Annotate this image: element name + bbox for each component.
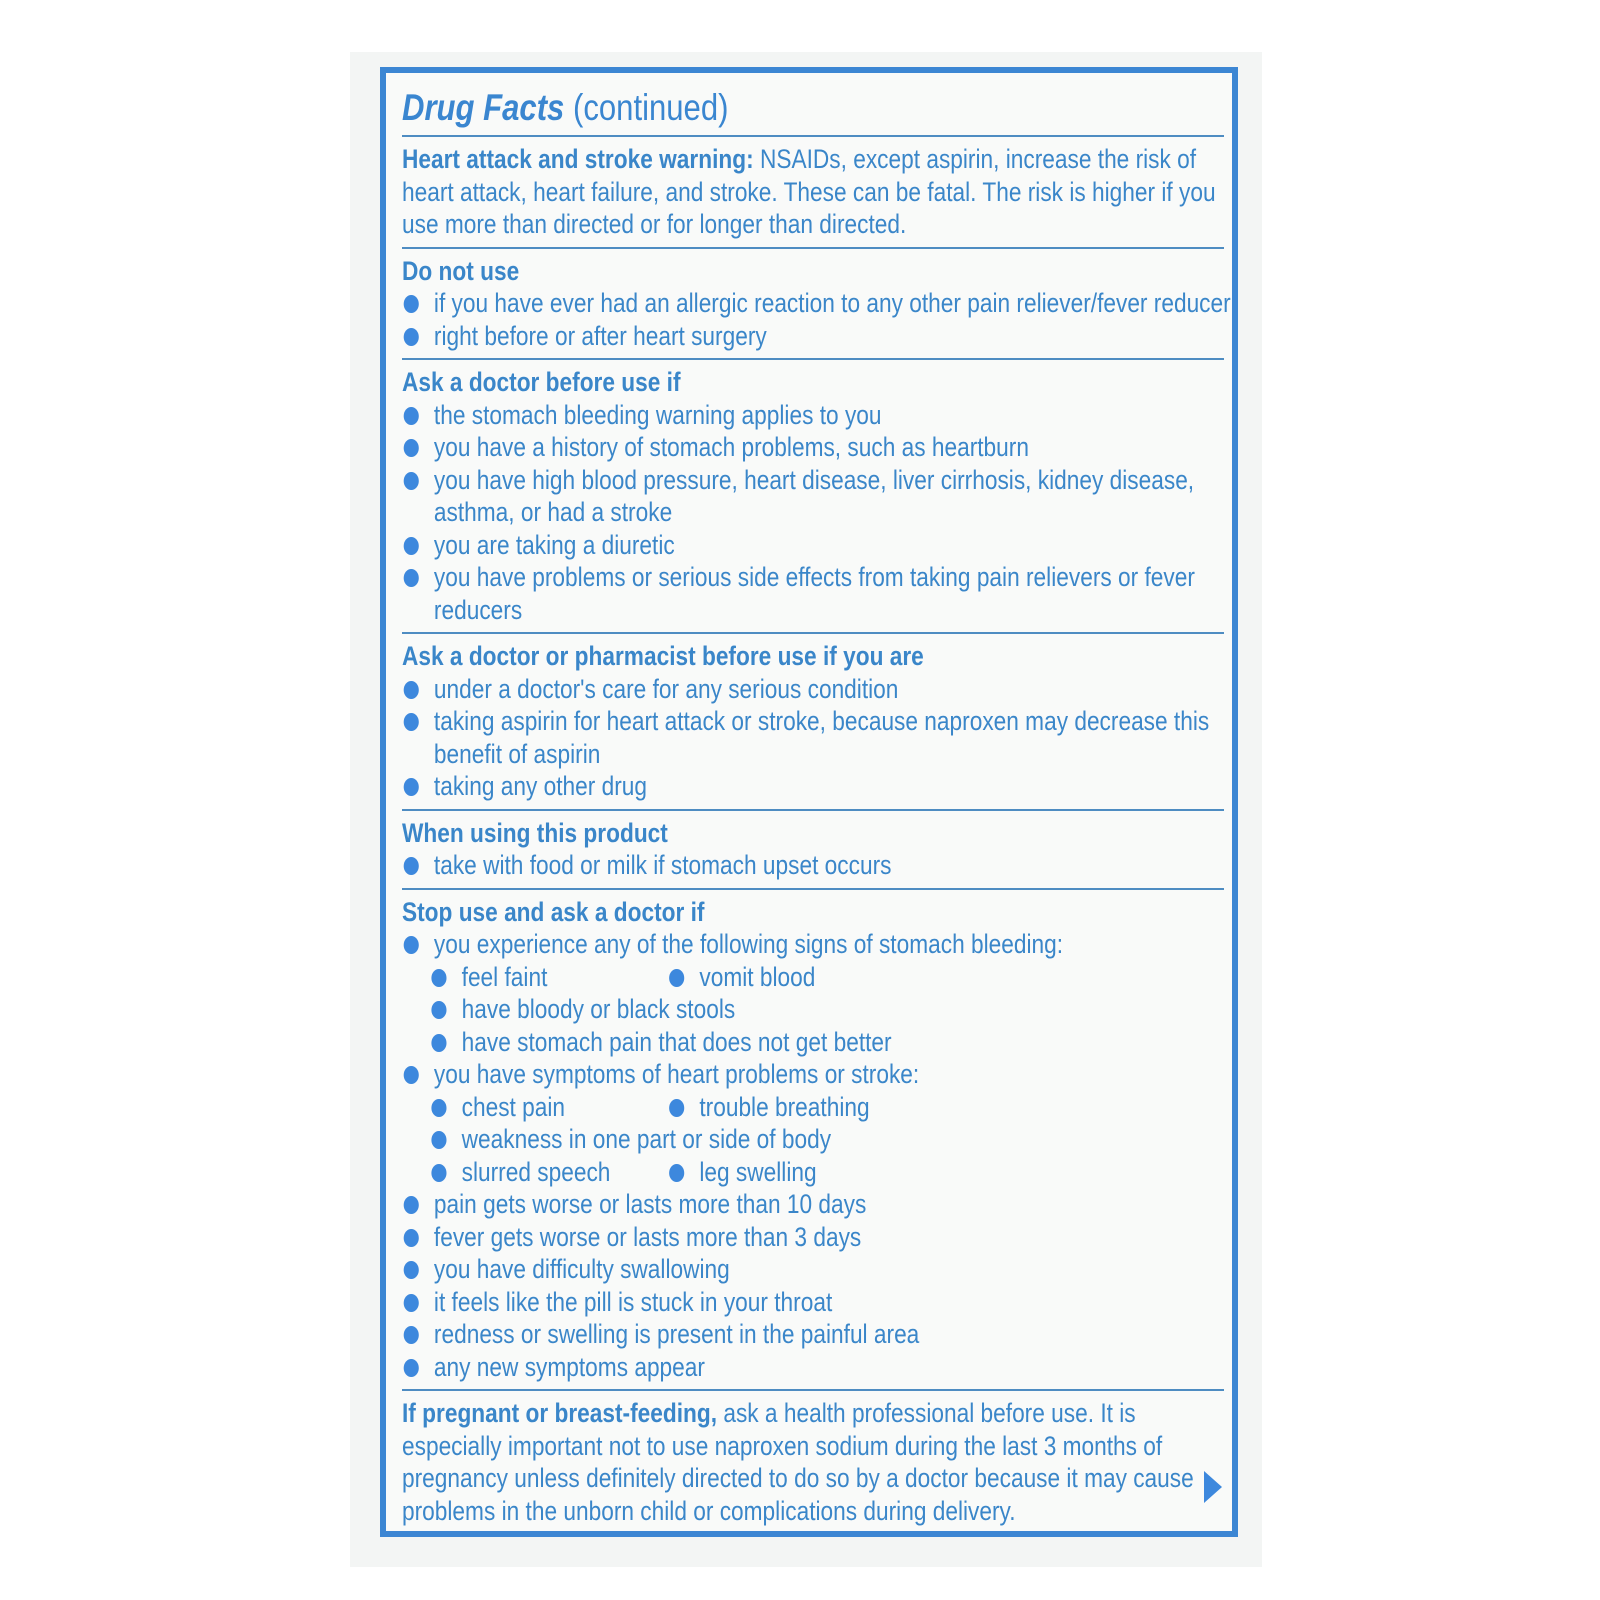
heart-warning-line-2: heart attack, heart failure, and stroke. These can be fatal. The risk is higher if you (402, 176, 1216, 207)
sub-list-item-second: leg swelling (669, 1156, 816, 1189)
pregnancy-line-2: especially important not to use naproxen sodium during the last 3 months of (402, 1430, 1163, 1461)
ask-pharmacist-heading: Ask a doctor or pharmacist before use if you are (402, 641, 924, 671)
list-item: you experience any of the following signs of stomach bleeding: (402, 928, 1092, 961)
pregnancy-heading: If pregnant or breast-feeding, (402, 1398, 718, 1428)
heart-warning-line-3: use more than directed or for longer than directed. (402, 209, 907, 239)
list-item: you have problems or serious side effects from taking pain relievers or fever (402, 561, 1092, 594)
heart-warning-heading: Heart attack and stroke warning: (402, 144, 754, 174)
sub-list-item (402, 1156, 1092, 1189)
list-item: take with food or milk if stomach upset occurs (402, 849, 1092, 882)
ask-doctor-section (402, 358, 1224, 632)
page-title (402, 81, 1092, 135)
list-item: any new symptoms appear (402, 1351, 1092, 1384)
heart-warning-section (402, 135, 1224, 247)
continue-arrow-icon (1204, 1471, 1222, 1503)
list-item: under a doctor's care for any serious condition (402, 673, 1092, 706)
stop-use-heading: Stop use and ask a doctor if (402, 896, 705, 927)
list-item: pain gets worse or lasts more than 10 days (402, 1188, 1092, 1221)
drug-facts-card (350, 52, 1262, 1567)
sub-list-item-second: trouble breathing (669, 1091, 869, 1124)
title-rest: (continued) (564, 87, 729, 128)
sub-list-item: weakness in one part or side of body (402, 1123, 1092, 1156)
list-item: you have difficulty swallowing (402, 1253, 1092, 1286)
list-item: you have a history of stomach problems, such as heartburn (402, 431, 1092, 464)
stop-use-section (402, 888, 1224, 1390)
list-item: you are taking a diuretic (402, 529, 1092, 562)
heart-warning-text-1: NSAIDs, except aspirin, increase the risk of (753, 144, 1197, 174)
list-item: redness or swelling is present in the painful area (402, 1318, 1092, 1351)
list-item: you have symptoms of heart problems or stroke: (402, 1058, 1092, 1091)
sub-list-item: have stomach pain that does not get better (402, 1026, 1092, 1059)
pregnancy-section (402, 1389, 1224, 1533)
sub-list-item (402, 1091, 1092, 1124)
sub-list-item (402, 961, 1092, 994)
do-not-use-heading: Do not use (402, 255, 520, 286)
list-item: if you have ever had an allergic reaction to any other pain reliever/fever reducer (402, 287, 1092, 320)
sub-list-text: chest pain (461, 1091, 566, 1122)
pregnancy-line-4: problems in the unborn child or complications during delivery. (402, 1495, 1016, 1526)
list-item-continuation: benefit of aspirin (433, 738, 601, 769)
ask-doctor-heading: Ask a doctor before use if (402, 367, 681, 397)
title-bold: Drug Facts (402, 87, 565, 128)
drug-facts-panel (380, 67, 1238, 1537)
heart-warning-line-1 (402, 143, 1197, 176)
list-item: you have high blood pressure, heart disease, liver cirrhosis, kidney disease, (402, 464, 1092, 497)
list-item-continuation: reducers (433, 594, 523, 625)
list-item-continuation: asthma, or had a stroke (433, 497, 673, 527)
pregnancy-line-3: pregnancy unless definitely directed to do so by a doctor because it may cause (402, 1463, 1194, 1493)
ask-pharmacist-section (402, 632, 1224, 809)
list-item: the stomach bleeding warning applies to you (402, 399, 1092, 432)
list-item: fever gets worse or lasts more than 3 days (402, 1221, 1092, 1254)
pregnancy-line-1 (402, 1397, 1136, 1430)
list-item: right before or after heart surgery (402, 320, 1092, 353)
sub-list-text: slurred speech (461, 1156, 611, 1187)
when-using-heading: When using this product (402, 817, 668, 848)
list-item: taking any other drug (402, 770, 1092, 803)
sub-list-text: feel faint (461, 961, 548, 992)
when-using-section (402, 809, 1224, 888)
do-not-use-section (402, 247, 1231, 359)
drug-facts-content (402, 81, 1231, 1533)
list-item: it feels like the pill is stuck in your throat (402, 1286, 1092, 1319)
pregnancy-text-1: ask a health professional before use. It is (717, 1398, 1136, 1428)
list-item: taking aspirin for heart attack or stroke, because naproxen may decrease this (402, 705, 1092, 738)
sub-list-item-second: vomit blood (669, 961, 815, 994)
sub-list-item: have bloody or black stools (402, 993, 1092, 1026)
